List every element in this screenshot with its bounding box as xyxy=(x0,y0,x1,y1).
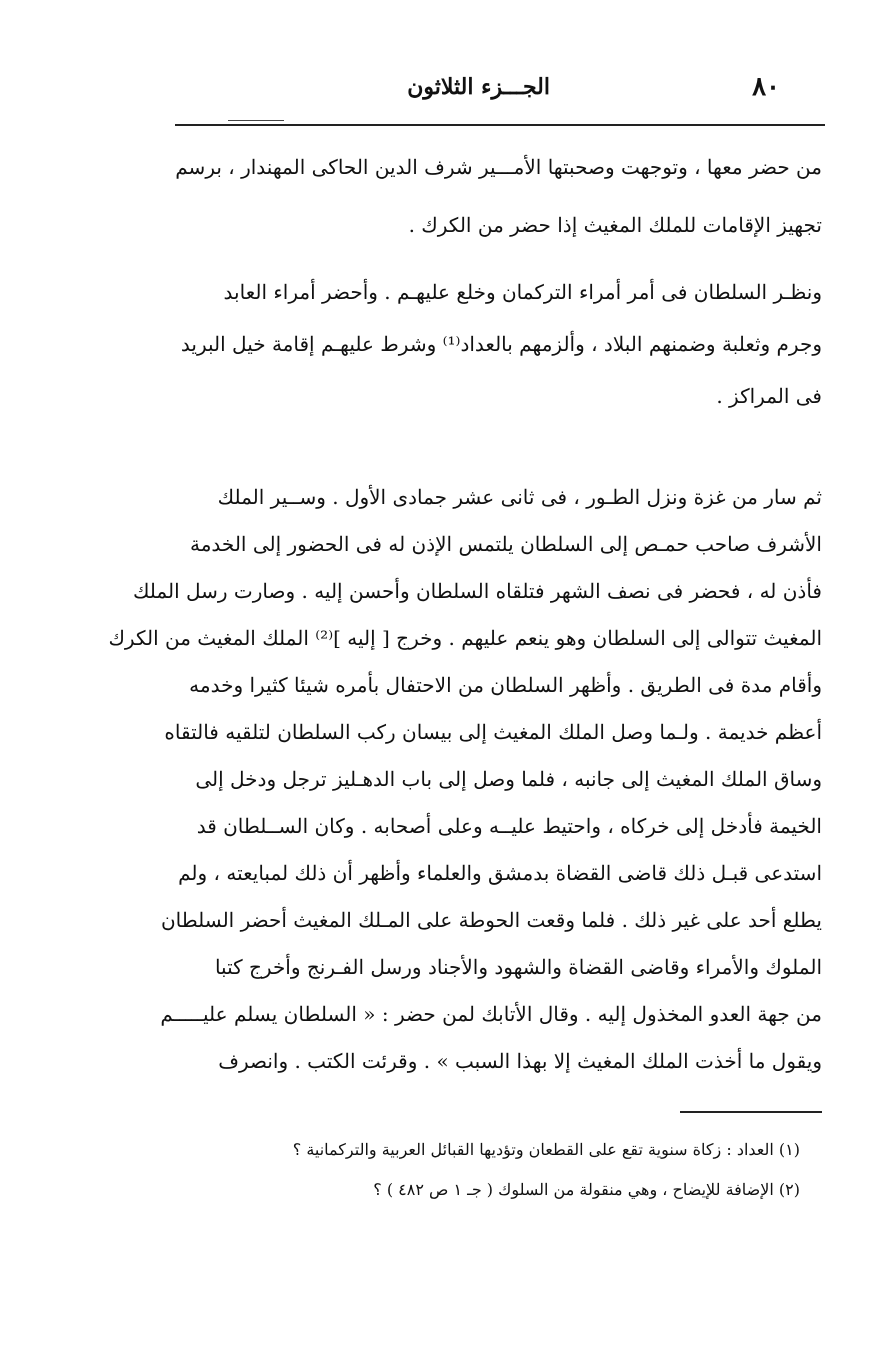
text-line: المغيث تتوالى إلى السلطان وهو ينعم عليهم . وخرج [ إليه ]⁽²⁾ الملك المغيث من الكرك xyxy=(108,626,822,650)
text-line: من حضر معها ، وتوجهت وصحبتها الأمـــير شرف الدين الحاكى المهندار ، برسم xyxy=(175,155,822,179)
text-line: الأشرف صاحب حمـص إلى السلطان يلتمس الإذن له فى الحضور إلى الخدمة xyxy=(189,532,822,556)
text-line: ونظـر السلطان فى أمر أمراء التركمان وخلع عليهـم . وأحضر أمراء العابد xyxy=(223,280,822,304)
footnote-rule xyxy=(680,1111,822,1113)
body-text xyxy=(108,138,822,1085)
running-title: الجـــزء الثلاثون xyxy=(407,74,550,100)
text-line: من جهة العدو المخذول إليه . وقال الأتابك لمن حضر : « السلطان يسلم عليـــــم xyxy=(160,1002,822,1026)
text-line: وساق الملك المغيث إلى جانبه ، فلما وصل إلى باب الدهـليز ترجل ودخل إلى xyxy=(195,767,822,791)
footnotes xyxy=(280,1130,800,1210)
footnote-1: (١) العداد : زكاة سنوية تقع على القطعان وتؤديها القبائل العربية والتركمانية ؟ xyxy=(292,1140,800,1159)
text-line: فأذن له ، فحضر فى نصف الشهر فتلقاه السلطان وأحسن إليه . وصارت رسل الملك xyxy=(132,579,822,603)
text-line: تجهيز الإقامات للملك المغيث إذا حضر من الكرك . xyxy=(408,213,822,237)
text-line: استدعى قبـل ذلك قاضى القضاة بدمشق والعلماء وأظهر أن ذلك لمبايعته ، ولم xyxy=(178,861,822,885)
footnote-2: (٢) الإضافة للإيضاح ، وهي منقولة من السلوك ( جـ ١ ص ٤٨٢ ) ؟ xyxy=(373,1180,800,1199)
text-line: يطلع أحد على غير ذلك . فلما وقعت الحوطة على المـلك المغيث أحضر السلطان xyxy=(160,908,822,932)
text-line: وأقام مدة فى الطريق . وأظهر السلطان من الاحتفال بأمره شيئا كثيرا وخدمه xyxy=(189,673,822,697)
text-line: وجرم وثعلبة وضمنهم البلاد ، وألزمهم بالعداد⁽¹⁾ وشرط عليهـم إقامة خيل البريد xyxy=(180,332,822,356)
text-line: ويقول ما أخذت الملك المغيث إلا بهذا السبب » . وقرئت الكتب . وانصرف xyxy=(218,1049,822,1073)
text-line: أعظم خديمة . ولـما وصل الملك المغيث إلى بيسان ركب السلطان لتلقيه فالتقاه xyxy=(164,720,822,744)
paragraph-1 xyxy=(175,138,822,254)
header-rule xyxy=(175,124,825,126)
paragraph-2 xyxy=(180,266,822,422)
text-line: ثم سار من غزة ونزل الطـور ، فى ثانى عشر جمادى الأول . وســير الملك xyxy=(217,485,822,509)
text-line: الملوك والأمراء وقاضى القضاة والشهود والأجناد ورسل الفـرنج وأخرج كتبا xyxy=(214,955,822,979)
header-rule-ornament xyxy=(228,120,284,121)
text-line: الخيمة فأدخل إلى خركاه ، واحتيط عليــه وعلى أصحابه . وكان الســلطان قد xyxy=(196,814,822,838)
paragraph-3 xyxy=(108,474,822,1085)
page-number: ٨٠ xyxy=(752,72,780,102)
page-header xyxy=(170,60,820,120)
text-line: فى المراكز . xyxy=(716,384,822,408)
